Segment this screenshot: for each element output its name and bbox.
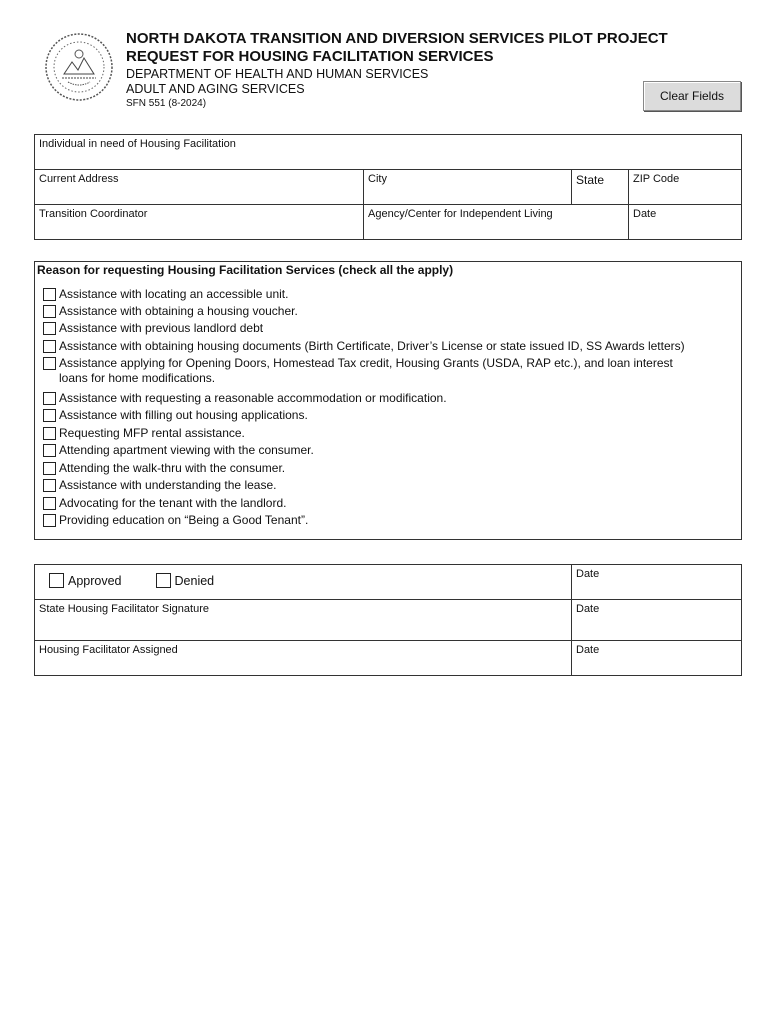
reason-item [43,304,298,319]
reason-section [34,261,742,540]
reason-item [43,461,285,476]
denied-label: Denied [174,573,215,588]
checkbox[interactable] [43,305,56,318]
reason-item-label: Attending the walk-thru with the consumer. [59,461,286,475]
checkbox[interactable] [43,322,56,335]
reason-item [43,321,263,336]
reason-item [43,356,673,386]
reason-item-label: Assistance with filling out housing applications. [59,408,308,422]
approved-label: Approved [68,573,122,588]
checkbox[interactable] [43,462,56,475]
individual-label: Individual in need of Housing Facilitation [39,138,236,150]
checkbox[interactable] [43,497,56,510]
reason-item-continuation: loans for home modifications. [59,371,216,385]
approved-checkbox[interactable] [49,573,64,588]
checkbox[interactable] [43,288,56,301]
checkbox[interactable] [43,392,56,405]
reason-item [43,391,447,406]
individual-info-table [34,134,742,240]
denied-option[interactable] [156,573,215,588]
reason-item-label: Attending apartment viewing with the consumer. [59,443,314,457]
department [126,67,428,97]
reason-item [43,496,286,511]
department-line-2: ADULT AND AGING SERVICES [126,82,305,96]
state-seal-icon [44,32,114,102]
reason-item [43,339,685,354]
reason-item [43,408,308,423]
zip-field[interactable] [629,170,742,205]
decision-options [49,573,567,588]
denied-checkbox[interactable] [156,573,171,588]
title-line-2: REQUEST FOR HOUSING FACILITATION SERVICES [126,48,494,65]
checkbox[interactable] [43,479,56,492]
state-field[interactable] [572,170,629,205]
checkbox[interactable] [43,514,56,527]
facilitator-assigned-field[interactable] [35,641,572,676]
reason-item [43,513,308,528]
reason-item-label: Assistance with obtaining a housing voucher. [59,304,298,318]
reason-item-label: Assistance with previous landlord debt [59,321,264,335]
reason-item [43,287,288,302]
date-label: Date [633,208,657,220]
clear-fields-button[interactable]: Clear Fields [643,81,741,111]
date-field[interactable] [629,205,742,240]
title-line-1: NORTH DAKOTA TRANSITION AND DIVERSION SERVICES PILOT PROJECT [126,30,668,47]
reason-item-label: Assistance with obtaining housing documents (Birth Certificate, Driver’s License or state issued ID, SS Awards letters) [59,339,685,353]
zip-label: ZIP Code [633,173,680,185]
reason-item-label: Assistance with understanding the lease. [59,478,277,492]
city-field[interactable] [364,170,572,205]
checkbox[interactable] [43,340,56,353]
transition-coordinator-label: Transition Coordinator [39,208,148,220]
form-number: SFN 551 (8-2024) [126,98,207,109]
current-address-label: Current Address [39,173,119,185]
reason-item-label [59,356,673,386]
signature-date-field[interactable] [572,600,742,641]
approved-option[interactable] [49,573,122,588]
checkbox[interactable] [43,444,56,457]
reason-item-text: Assistance applying for Opening Doors, Homestead Tax credit, Housing Grants (USDA, RAP etc.), and loan interest [59,356,673,370]
signature-label: State Housing Facilitator Signature [39,603,209,615]
reason-item [43,426,245,441]
reason-item-label: Assistance with requesting a reasonable accommodation or modification. [59,391,447,405]
reason-item-label: Requesting MFP rental assistance. [59,426,245,440]
facilitator-assigned-label: Housing Facilitator Assigned [39,644,178,656]
form-title [126,30,668,66]
agency-label: Agency/Center for Independent Living [368,208,553,220]
reason-item-label: Advocating for the tenant with the landlord. [59,496,287,510]
reason-item-label: Assistance with locating an accessible unit. [59,287,289,301]
signature-field[interactable] [35,600,572,641]
signature-date-label: Date [576,603,600,615]
reason-item-label: Providing education on “Being a Good Tenant”. [59,513,309,527]
reason-item [43,443,314,458]
decision-date-label: Date [576,568,600,580]
checkbox[interactable] [43,427,56,440]
assigned-date-label: Date [576,644,600,656]
approval-table [34,564,742,676]
checkbox[interactable] [43,357,56,370]
decision-date-field[interactable] [572,565,742,600]
reason-heading: Reason for requesting Housing Facilitation Services (check all the apply) [37,263,454,277]
transition-coordinator-field[interactable] [35,205,364,240]
checkbox[interactable] [43,409,56,422]
current-address-field[interactable] [35,170,364,205]
state-label: State [576,173,605,187]
individual-field[interactable] [35,135,742,170]
agency-field[interactable] [364,205,629,240]
department-line-1: DEPARTMENT OF HEALTH AND HUMAN SERVICES [126,67,429,81]
assigned-date-field[interactable] [572,641,742,676]
reason-item [43,478,276,493]
city-label: City [368,173,387,185]
